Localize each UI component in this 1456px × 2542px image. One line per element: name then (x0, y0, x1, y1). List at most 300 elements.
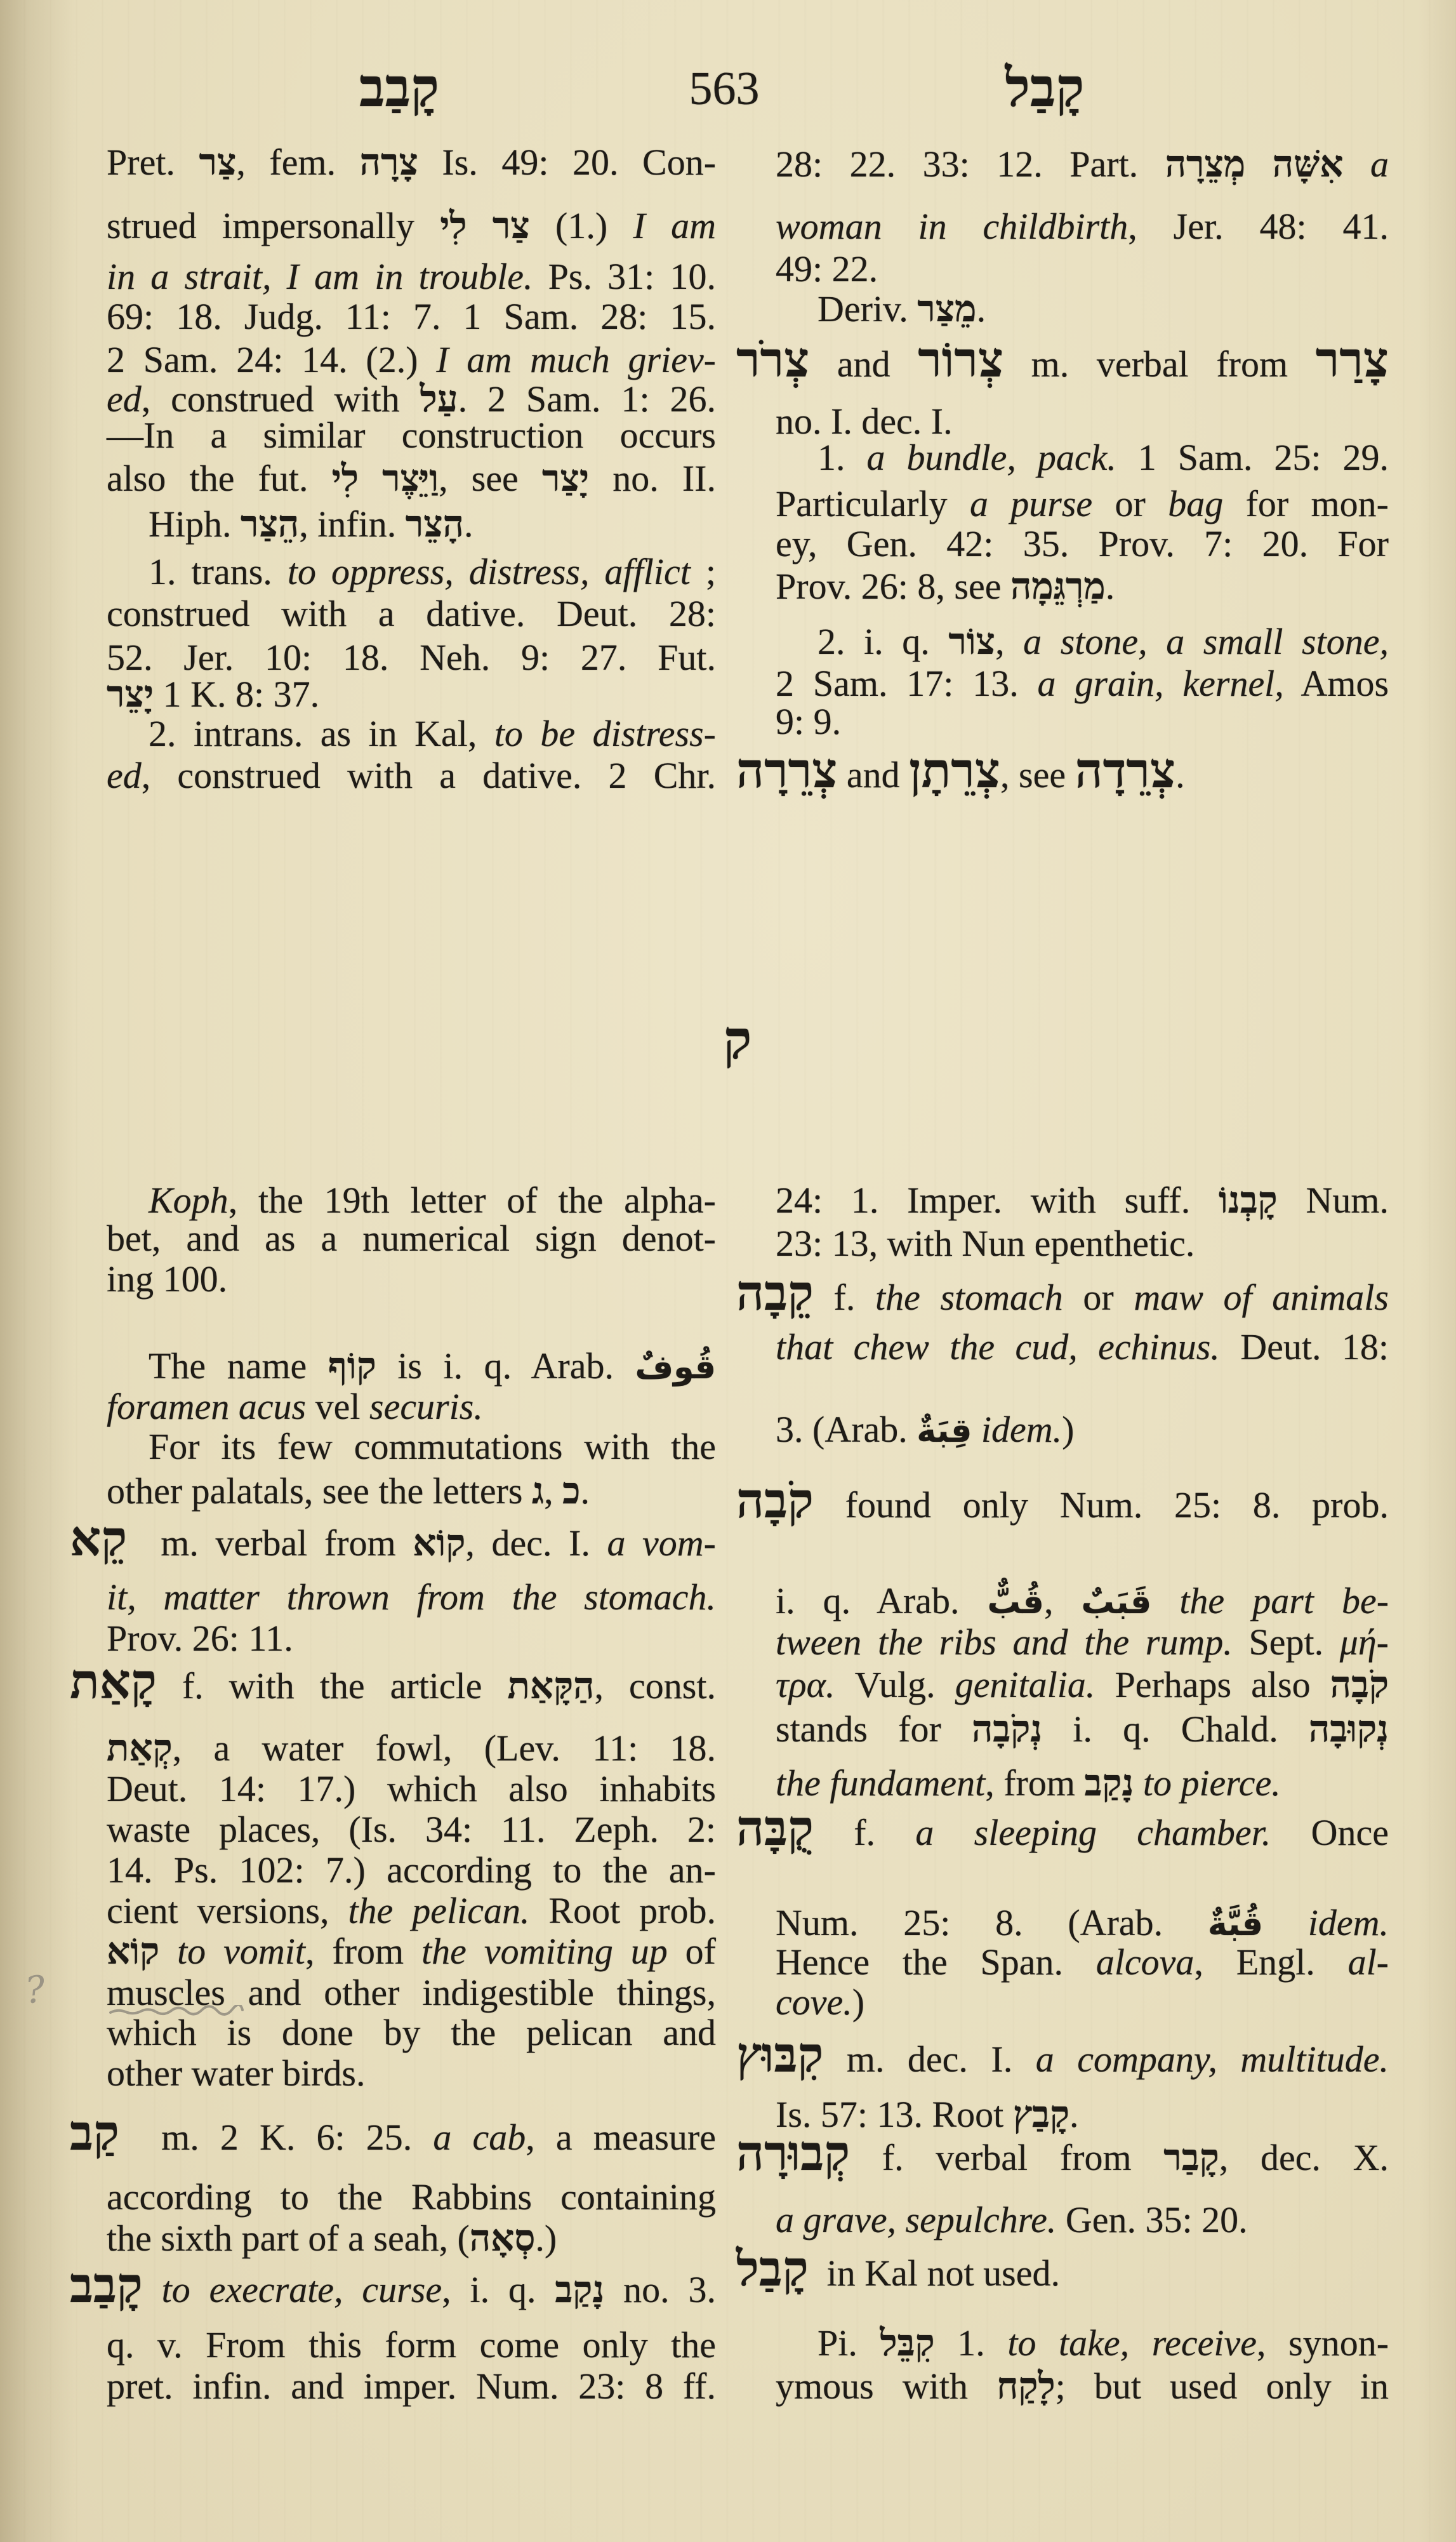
line-text (107, 379, 716, 420)
text-line (107, 1218, 716, 1259)
entry-headword-line (736, 333, 1389, 387)
text-line (107, 1728, 716, 1769)
text: m. verbal from (127, 1522, 413, 1564)
text-line (817, 289, 1389, 329)
line-text (776, 1327, 1389, 1367)
hebrew-word: נָקַב (555, 2269, 605, 2310)
hebrew-headword: קֵא (70, 1512, 128, 1566)
text: f. verbal from (850, 2137, 1164, 2178)
text: Prov. 26: 11. (107, 1618, 293, 1659)
italic-text: a grain, kernel, (1037, 663, 1284, 704)
text: 2. i. q. (817, 621, 949, 662)
text-line (776, 2094, 1389, 2135)
text: which is done by the pelican and (107, 2012, 716, 2053)
line-text (107, 1769, 716, 1809)
italic-text: securis. (369, 1386, 483, 1427)
text-line (107, 142, 716, 183)
text-line (817, 437, 1389, 478)
text: Prov. 26: 8, see (776, 566, 1010, 607)
arabic-word: قَبَبٌ (1081, 1583, 1152, 1621)
text-line (776, 1581, 1389, 1621)
text: 24: 1. Imper. with suff. (776, 1180, 1219, 1221)
text-line (107, 594, 716, 634)
line-text (107, 674, 319, 715)
italic-text: maw of animals (1134, 1277, 1389, 1318)
pencil-wavy-underline (109, 2005, 244, 2018)
text: Deut. 18: (1219, 1326, 1389, 1367)
text: muscles and other indigestible things, (107, 1972, 716, 2013)
text: 2 Sam. 17: 13. (776, 663, 1038, 704)
line-text (736, 2028, 1389, 2082)
line-text (107, 594, 716, 634)
italic-text: ed (107, 755, 142, 796)
hebrew-word: הֵצַר (241, 503, 300, 545)
text: also the fut. (107, 458, 332, 499)
line-text (107, 296, 716, 337)
line-text (107, 458, 716, 499)
hebrew-word: יָצֵר (107, 674, 154, 715)
text: , i. q. (442, 2269, 555, 2310)
italic-text: a bundle, pack. (866, 437, 1116, 478)
text: For its few commutations with the (149, 1426, 716, 1467)
text: , fem. (236, 142, 360, 183)
line-text (107, 2053, 365, 2094)
hebrew-headword: קֵבָה (736, 1267, 814, 1321)
line-text (776, 1180, 1389, 1221)
hebrew-word: צַר (199, 142, 237, 183)
italic-text: bag (1168, 483, 1224, 524)
text: 69: 18. Judg. 11: 7. 1 Sam. 28: 15. (107, 296, 716, 337)
italic-text: Koph (149, 1180, 228, 1221)
hebrew-word: קָבַר (1163, 2137, 1219, 2178)
text: 9: 9. (776, 701, 842, 742)
italic-text: to oppress, distress, afflict (287, 551, 691, 592)
line-text (107, 2177, 716, 2218)
hebrew-headword: צְרֹר (736, 333, 810, 387)
italic-text: foramen acus (107, 1386, 307, 1427)
text-line (776, 663, 1389, 704)
hebrew-headword: קִבּוּץ (736, 2028, 824, 2082)
line-text (107, 1387, 483, 1427)
line-text (70, 2106, 716, 2160)
line-text (776, 484, 1389, 524)
text: and (809, 343, 918, 385)
text: 52. Jer. 10: 18. Neh. 9: 27. Fut. (107, 637, 716, 678)
text-line (776, 1709, 1389, 1750)
italic-text: the fundament (776, 1762, 986, 1804)
text: , from (985, 1762, 1085, 1804)
hebrew-word: הַקָּאַת (507, 1665, 595, 1707)
text-line (107, 1931, 716, 1972)
text: , construed with a dative. 2 Chr. (141, 755, 716, 796)
italic-text: a vom- (607, 1522, 716, 1564)
hebrew-word: קִבֵּל (880, 2322, 935, 2364)
line-text (107, 2013, 716, 2053)
line-text (736, 1474, 1389, 1528)
text: bet, and as a numerical sign denot- (107, 1218, 716, 1259)
text (1263, 1902, 1308, 1943)
text: . (1069, 2094, 1079, 2135)
entry-headword-line (736, 2028, 1389, 2082)
text: m. 2 K. 6: 25. (119, 2117, 433, 2158)
text: f. with the article (156, 1665, 508, 1707)
line-text (107, 2218, 557, 2259)
hebrew-word: צוֹר (948, 621, 996, 662)
line-text (776, 663, 1389, 704)
hebrew-word: מַרְגֵּמָה (1010, 566, 1106, 607)
text: . (580, 1470, 590, 1512)
text: according to the Rabbins containing (107, 2176, 716, 2218)
text: 1. (817, 437, 867, 478)
hebrew-word: וַיֵּצֶר לִי (331, 458, 439, 499)
hebrew-word: סְאָה (469, 2218, 536, 2259)
text: m. verbal from (1003, 343, 1316, 385)
text-line (776, 566, 1389, 607)
text: (1.) (529, 205, 633, 246)
text: no. 3. (604, 2269, 716, 2310)
line-text (776, 524, 1389, 564)
text: of (667, 1931, 716, 1972)
italic-text: to pierce. (1142, 1762, 1281, 1804)
hebrew-headword: צְרֵדָה (1075, 744, 1176, 798)
text-line (817, 2323, 1389, 2364)
text: , construed with (141, 378, 420, 420)
arabic-word: قِبَةٌ (917, 1412, 972, 1450)
entry-headword-line (736, 1267, 1389, 1321)
text: pret. infin. and imper. Num. 23: 8 ff. (107, 2366, 716, 2407)
line-text (776, 249, 878, 289)
line-text (736, 1267, 1389, 1321)
text: Hence the Span. (776, 1941, 1096, 1983)
italic-text: to be distress- (494, 713, 716, 754)
text: , (544, 1470, 563, 1512)
line-text (776, 2200, 1248, 2240)
greek-word: μή- (1339, 1621, 1389, 1663)
line-text (149, 714, 716, 754)
text-line (107, 458, 716, 499)
text: ey, Gen. 42: 35. Prov. 7: 20. For (776, 523, 1389, 564)
line-text (149, 504, 473, 545)
hebrew-word: קְאַת (107, 1727, 173, 1769)
text: Deriv. (817, 288, 918, 329)
hebrew-headword: קְבוּרָה (736, 2127, 850, 2181)
hebrew-word: צַר לִי (440, 205, 530, 246)
italic-text: I am much griev- (436, 339, 716, 380)
line-text (107, 2325, 716, 2366)
text (972, 1409, 981, 1450)
text-line (776, 1409, 1389, 1450)
hebrew-headword: צְרוֹר (918, 333, 1004, 387)
text: Pret. (107, 142, 199, 183)
text-line (107, 1577, 716, 1618)
text: construed with a dative. Deut. 28: (107, 593, 716, 634)
line-text (776, 2366, 1389, 2407)
text: , a water fowl, (Lev. 11: 18. (172, 1727, 716, 1769)
text: , const. (594, 1665, 716, 1707)
text-line (149, 714, 716, 754)
text: waste places, (Is. 34: 11. Zeph. 2: (107, 1809, 716, 1850)
text: Root prob. (529, 1890, 716, 1931)
hebrew-word: קָבְנוֹ (1219, 1180, 1278, 1221)
text-line (107, 1891, 716, 1931)
text: ymous with (776, 2366, 997, 2407)
text: no. I. dec. I. (776, 401, 953, 442)
text-line (107, 1769, 716, 1809)
line-text (107, 755, 716, 796)
text-line (776, 206, 1389, 247)
text: 1. trans. (149, 551, 288, 592)
text-line (776, 702, 1389, 742)
text: f. (813, 1812, 916, 1853)
entry-headword-line (736, 1802, 1389, 1856)
italic-text: to take, receive (1007, 2322, 1257, 2364)
text-line (107, 2218, 716, 2259)
text: 3. (Arab. (776, 1409, 917, 1450)
text: other water birds. (107, 2053, 366, 2094)
line-text (107, 1891, 716, 1931)
text: ; but used only in (1055, 2366, 1389, 2407)
line-text (736, 744, 1185, 798)
line-text (776, 1903, 1389, 1943)
italic-text: that chew the cud, echinus. (776, 1326, 1220, 1367)
text: . (976, 288, 986, 329)
text: Deut. 14: 17.) which also inhabits (107, 1768, 716, 1809)
text: cient versions, (107, 1890, 348, 1931)
italic-text: the part be- (1179, 1580, 1389, 1621)
text: 28: 22. 33: 12. Part. (776, 143, 1165, 185)
italic-text: alcova (1095, 1941, 1195, 1983)
text: , the 19th letter of the alpha- (228, 1180, 716, 1221)
italic-text: to execrate, curse (161, 2269, 442, 2310)
entry-headword-line (70, 1512, 716, 1566)
text: 1 K. 8: 37. (154, 674, 320, 715)
line-text (107, 142, 716, 183)
italic-text: idem. (981, 1409, 1062, 1450)
entry-headword-line (736, 744, 1389, 798)
hebrew-word: קוֹף (328, 1345, 376, 1387)
italic-text: idem. (1307, 1902, 1389, 1943)
text-line (776, 1665, 1389, 1705)
italic-text: a sleeping chamber. (915, 1812, 1271, 1853)
hebrew-headword: קָבַב (70, 2259, 143, 2313)
text: , synon- (1257, 2322, 1389, 2364)
line-text (817, 622, 1389, 662)
text: and (837, 754, 910, 795)
text: The name (149, 1345, 328, 1387)
text: .) (535, 2218, 557, 2259)
text: , from (305, 1931, 422, 1972)
text-line (107, 1809, 716, 1850)
entry-headword-line (70, 2259, 716, 2313)
italic-text: I am (633, 205, 716, 246)
text: Num. 25: 8. (Arab. (776, 1902, 1208, 1943)
text: other palatals, see the letters (107, 1470, 532, 1512)
text: stands for (776, 1708, 972, 1750)
line-text (776, 1622, 1389, 1663)
italic-text: cove. (776, 1981, 852, 2023)
text: , Jer. 48: 41. (1128, 206, 1389, 247)
text-line (107, 755, 716, 796)
hebrew-word: מֵצַר (917, 288, 977, 329)
page-number: 563 (689, 63, 760, 115)
line-text (70, 2259, 716, 2313)
text: for mon- (1223, 483, 1389, 524)
hebrew-word: קוֹא (107, 1931, 160, 1972)
hebrew-headword: קַב (70, 2106, 119, 2160)
hebrew-headword: צְרֵתָן (909, 744, 1000, 798)
line-text (70, 1655, 716, 1709)
text: —In a similar construction occurs (107, 415, 716, 456)
greek-word: τρα. (776, 1664, 835, 1705)
line-text (107, 1850, 716, 1891)
text: ) (1062, 1409, 1075, 1450)
arabic-word: قُبَّةٌ (1207, 1905, 1263, 1943)
text (159, 1931, 177, 1972)
line-text (736, 1802, 1389, 1856)
line-text (776, 1665, 1389, 1705)
text: , Engl. (1194, 1941, 1348, 1983)
text-line (107, 1618, 716, 1659)
text: Ps. 31: 10. (533, 256, 716, 297)
italic-text: to vomit (177, 1931, 305, 1972)
text-line (776, 249, 1389, 289)
line-text (149, 552, 716, 592)
text-line (776, 2366, 1389, 2407)
arabic-word: قُبٌّ (987, 1583, 1044, 1621)
text-line (107, 379, 716, 420)
text-line (776, 2200, 1389, 2240)
text: Is. 57: 13. Root (776, 2094, 1013, 2135)
line-text (776, 1942, 1389, 1983)
italic-text: a company, multitude. (1035, 2039, 1389, 2080)
italic-text: a grave, sepulchre. (776, 2199, 1057, 2240)
line-text (776, 206, 1389, 247)
italic-text: in a strait, I am in trouble. (107, 256, 533, 297)
line-text (107, 1728, 716, 1769)
right-guide-word: קָבַל (1005, 59, 1085, 118)
text-line (776, 1763, 1389, 1804)
italic-text: a (1370, 143, 1389, 185)
line-text (776, 566, 1115, 607)
line-text (107, 1809, 716, 1850)
text-line (776, 1982, 1389, 2023)
line-text (107, 256, 716, 297)
text: Is. 49: 20. Con- (418, 142, 717, 183)
text-line (107, 2325, 716, 2366)
line-text (776, 1409, 1074, 1450)
hebrew-headword: קֻבָּה (736, 1802, 814, 1856)
text: vel (306, 1386, 369, 1427)
text-line (107, 637, 716, 678)
line-text (107, 1618, 293, 1659)
italic-text: al- (1347, 1941, 1389, 1983)
line-text (776, 1763, 1281, 1804)
hebrew-word: קָבַץ (1012, 2094, 1070, 2135)
text: , (995, 621, 1024, 662)
text-line (776, 401, 1389, 442)
italic-text: it, matter thrown from the stomach. (107, 1576, 716, 1618)
text: 23: 13, with Nun epenthetic. (776, 1223, 1195, 1264)
text-line (107, 415, 716, 456)
text: . (464, 503, 473, 545)
hebrew-word: עַל (420, 378, 458, 420)
text: ; (690, 551, 716, 592)
text (1151, 1580, 1179, 1621)
hebrew-headword: צְרֵרָה (736, 744, 838, 798)
text-line (776, 1327, 1389, 1367)
text: the sixth part of a seah, ( (107, 2218, 470, 2259)
text: ) (852, 1981, 865, 2023)
hebrew-headword: צָרַר (1315, 333, 1389, 387)
line-text (107, 2366, 716, 2407)
hebrew-word: אִשָּׁה מְצֵרָה (1165, 143, 1344, 185)
text-line (776, 524, 1389, 564)
line-text (817, 437, 1389, 478)
line-text (776, 1982, 864, 2023)
text: Once (1271, 1812, 1389, 1853)
hebrew-headword: קָבַל (736, 2242, 809, 2296)
line-text (776, 702, 841, 742)
text: Gen. 35: 20. (1056, 2199, 1248, 2240)
text: . 2 Sam. 1: 26. (458, 378, 717, 420)
text-line (107, 340, 716, 380)
line-text (776, 144, 1389, 185)
italic-text: the vomiting up (421, 1931, 668, 1972)
entry-headword-line (70, 1655, 716, 1709)
text: , see (1000, 754, 1075, 795)
text-line (817, 622, 1389, 662)
text-line (107, 674, 716, 715)
line-text (736, 2242, 1060, 2296)
text: Hiph. (149, 503, 241, 545)
text-line (776, 1223, 1389, 1264)
text: , infin. (299, 503, 406, 545)
text-line (107, 2013, 716, 2053)
text: i. q. Chald. (1042, 1708, 1309, 1750)
text: Sept. (1232, 1621, 1340, 1663)
hebrew-word: קוֹא (413, 1522, 466, 1564)
line-text (107, 1931, 716, 1972)
text-line (149, 1180, 716, 1221)
line-text (107, 1218, 716, 1259)
hebrew-headword: קֹבָה (736, 1474, 814, 1528)
text: in Kal not used. (808, 2253, 1060, 2294)
text: . (1105, 566, 1115, 607)
entry-headword-line (70, 2106, 716, 2160)
text: 1 Sam. 25: 29. (1116, 437, 1389, 478)
hebrew-word: ג (531, 1470, 545, 1512)
text: 2 Sam. 24: 14. (2.) (107, 339, 437, 380)
line-text (107, 206, 716, 246)
text: Vulg. (835, 1664, 955, 1705)
line-text (736, 333, 1389, 387)
text-line (107, 2053, 716, 2094)
section-letter-koph: ק (723, 1011, 752, 1070)
hebrew-word: נְקוּבָה (1308, 1708, 1389, 1750)
hebrew-word: נָקַב (1084, 1762, 1134, 1804)
line-text (107, 1471, 590, 1512)
text-line (776, 1942, 1389, 1983)
line-text (776, 1709, 1389, 1750)
text: , dec. I. (465, 1522, 607, 1564)
line-text (776, 1581, 1389, 1621)
text-line (107, 256, 716, 297)
entry-headword-line (736, 1474, 1389, 1528)
text: Particularly (776, 483, 970, 524)
text: Amos (1283, 663, 1389, 704)
entry-headword-line (736, 2242, 1389, 2296)
hebrew-word: נְקֹבָה (971, 1708, 1043, 1750)
